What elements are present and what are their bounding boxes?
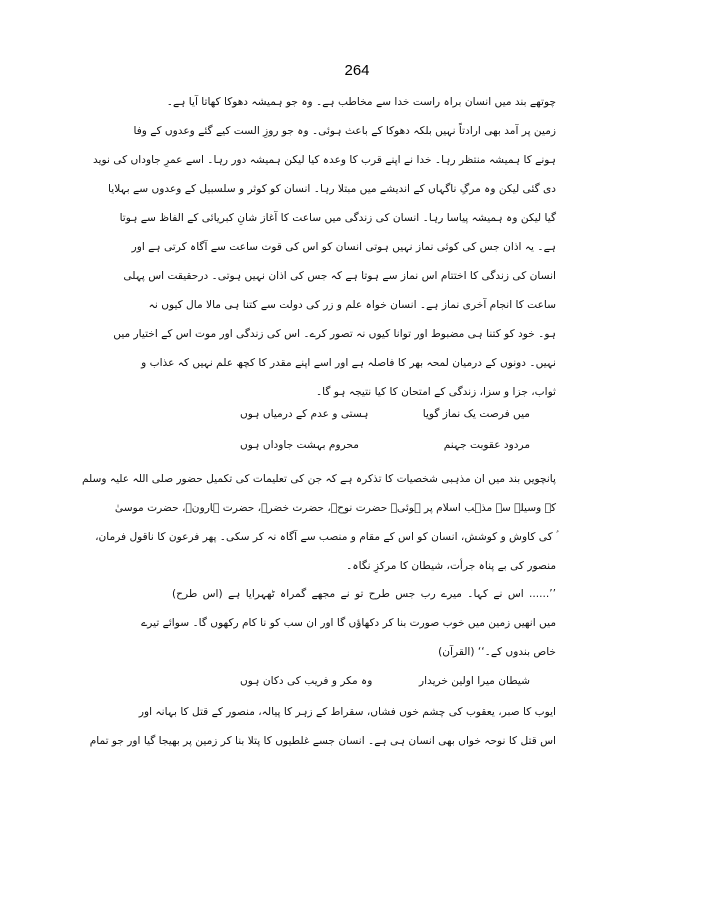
verse-hemistich: مردود عقوبت جہنم — [443, 439, 530, 451]
text-line: پانچویں بند میں ان مذہبی شخصیات کا تذکرہ ہے کہ جن کی تعلیمات کی تکمیل حضور صلی اللہ علیہ وسلم — [81, 473, 556, 485]
text-line: گیا لیکن وہ ہمیشہ پیاسا رہا۔ انسان کی زندگی میں ساعت کا آغاز شانِ کبریائی کے الفاظ سے ہوتا — [119, 212, 556, 224]
verse-hemistich: محروم بہشت جاوداں ہوں — [240, 439, 359, 451]
verse-hemistich: ہستی و عدم کے درمیاں ہوں — [240, 408, 369, 420]
text-line: اس قتل کا نوحہ خواں بھی انسان ہی ہے۔ انسان جسے غلطیوں کا پتلا بنا کر زمین پر بھیجا گیا اور جو تمام — [89, 735, 556, 747]
text-line: کے وسیلے سے مذہب اسلام پر ہوئی۔ حضرت نوحؑ، حضرت خضرؑ، حضرت ہارونؑ، حضرت موسیٰ — [114, 502, 556, 514]
verse-line — [230, 400, 530, 429]
text-line: ہو۔ خود کو کتنا ہی مضبوط اور توانا کیوں نہ تصور کرے۔ اس کی زندگی اور موت اس کے اختیار میں — [113, 328, 556, 340]
verse-hemistich: شیطان میرا اولین خریدار — [418, 675, 530, 687]
page-number: 264 — [344, 62, 370, 79]
text-line: چوتھے بند میں انسان براہ راست خدا سے مخاطب ہے۔ وہ جو ہمیشہ دھوکا کھاتا آیا ہے۔ — [166, 96, 556, 108]
text-line: خاص بندوں کے۔‘‘ (القرآن) — [438, 646, 556, 658]
text-line: ثواب، جزا و سزا، زندگی کے امتحان کا کیا نتیجہ ہو گا۔ — [315, 386, 556, 398]
verse-line — [230, 431, 530, 460]
paragraph-fourth-stanza — [92, 88, 556, 407]
text-line: انسان کی زندگی کا اختتام اس نماز سے ہوتا ہے کہ جس کی اذان نہیں ہوتی۔ درحقیقت اس پہلی — [123, 270, 556, 282]
text-line: نہیں۔ دونوں کے درمیان لمحہ بھر کا فاصلہ ہے اور اسے اپنے مقدر کا کچھ علم نہیں کہ عذاب و — [141, 357, 556, 369]
paragraph-closing — [89, 698, 556, 756]
text-line: ہونے کا ہمیشہ منتظر رہا۔ خدا نے اپنے قرب کا وعدہ کیا لیکن ہمیشہ دور رہا۔ اسے عمرِ جاوداں کی نوید — [92, 154, 556, 166]
text-line: ’’...... اس نے کہا۔ میرے رب جس طرح تو نے مجھے گمراہ ٹھہرایا ہے (اس طرح) — [172, 588, 556, 600]
text-line: ایوب کا صبر، یعقوب کی چشم خوں فشاں، سقراط کے زہر کا پیالہ، منصور کے قتل کا بہانہ اور — [138, 706, 556, 718]
text-line: ساعت کا انجام آخری نماز ہے۔ انسان خواہ علم و زر کی دولت سے کتنا ہی مالا مال کیوں نہ — [148, 299, 556, 311]
text-line: منصور کی بے پناہ جرأت، شیطان کا مرکزِ نگاہ۔ — [346, 560, 556, 572]
verse-hemistich: میں فرصت یک نماز گویا — [422, 408, 530, 420]
quotation — [141, 580, 556, 667]
text-line: ؑ کی کاوش و کوشش، انسان کو اس کے مقام و منصب سے آگاہ نہ کر سکی۔ پھر فرعون کا ناقول فرمان، — [95, 531, 556, 543]
text-line: ہے۔ یہ اذان جس کی کوئی نماز نہیں ہوتی انسان کو اس کی قوت ساعت سے آگاہ کرتی ہے اور — [131, 241, 556, 253]
text-line: میں انھیں زمین میں خوب صورت بنا کر دکھاؤں گا اور ان سب کو نا کام رکھوں گا۔ سوائے تیرے — [141, 617, 556, 629]
text-line: زمین پر آمد بھی ارادتاً نہیں بلکہ دھوکا کے باعث ہوئی۔ وہ جو روزِ الست کیے گئے وعدوں کے وفا — [133, 125, 556, 137]
text-line: دی گئی لیکن وہ مرگِ ناگہاں کے اندیشے میں مبتلا رہا۔ انسان کو کوثر و سلسبیل کے وعدوں سے بہلایا — [108, 183, 556, 195]
paragraph-fifth-stanza — [81, 465, 556, 581]
verse-line — [230, 667, 530, 696]
verse-hemistich: وہ مکر و فریب کی دکان ہوں — [240, 675, 373, 687]
